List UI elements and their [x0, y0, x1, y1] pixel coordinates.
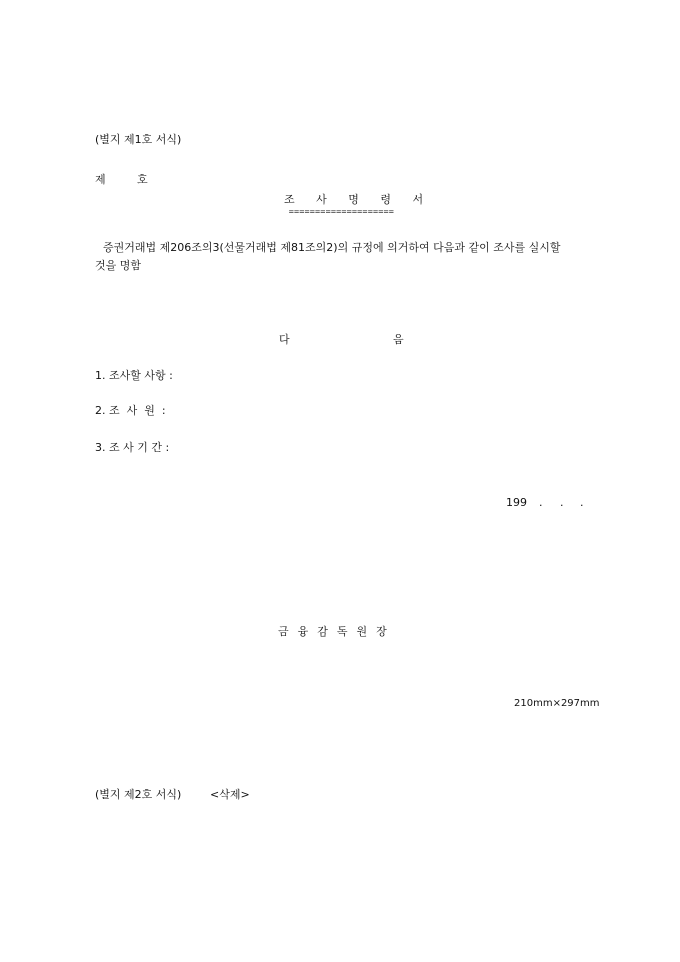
item-investigation-matter: 1. 조사할 사항 :: [95, 369, 173, 382]
item-investigator: 2. 조 사 원 :: [95, 404, 166, 417]
form2-label: (별지 제2호 서식): [95, 788, 182, 801]
doc-number-suffix: 호: [137, 173, 148, 186]
doc-number-prefix: 제: [95, 173, 106, 186]
form2-deleted-note: <삭제>: [210, 788, 250, 801]
date-separator-3: .: [580, 496, 584, 509]
date-separator-2: .: [560, 496, 564, 509]
item-investigation-period: 3. 조 사 기 간 :: [95, 441, 170, 454]
form1-label: (별지 제1호 서식): [95, 133, 182, 146]
heading-left: 다: [279, 333, 290, 346]
document-title-block: [284, 193, 433, 216]
document-title: 조 사 명 령 서: [284, 193, 433, 206]
issuing-authority: 금융감독원장: [278, 625, 396, 638]
date-separator-1: .: [539, 496, 543, 509]
paper-size-note: 210mm×297mm: [514, 698, 600, 709]
heading-right: 음: [393, 333, 404, 346]
body-paragraph: 증권거래법 제206조의3(선물거래법 제81조의2)의 규정에 의거하여 다음과 같이 조사를 실시할 것을 명함: [95, 241, 561, 272]
date-year: 199: [506, 496, 527, 509]
title-underline: ====================: [288, 209, 394, 216]
